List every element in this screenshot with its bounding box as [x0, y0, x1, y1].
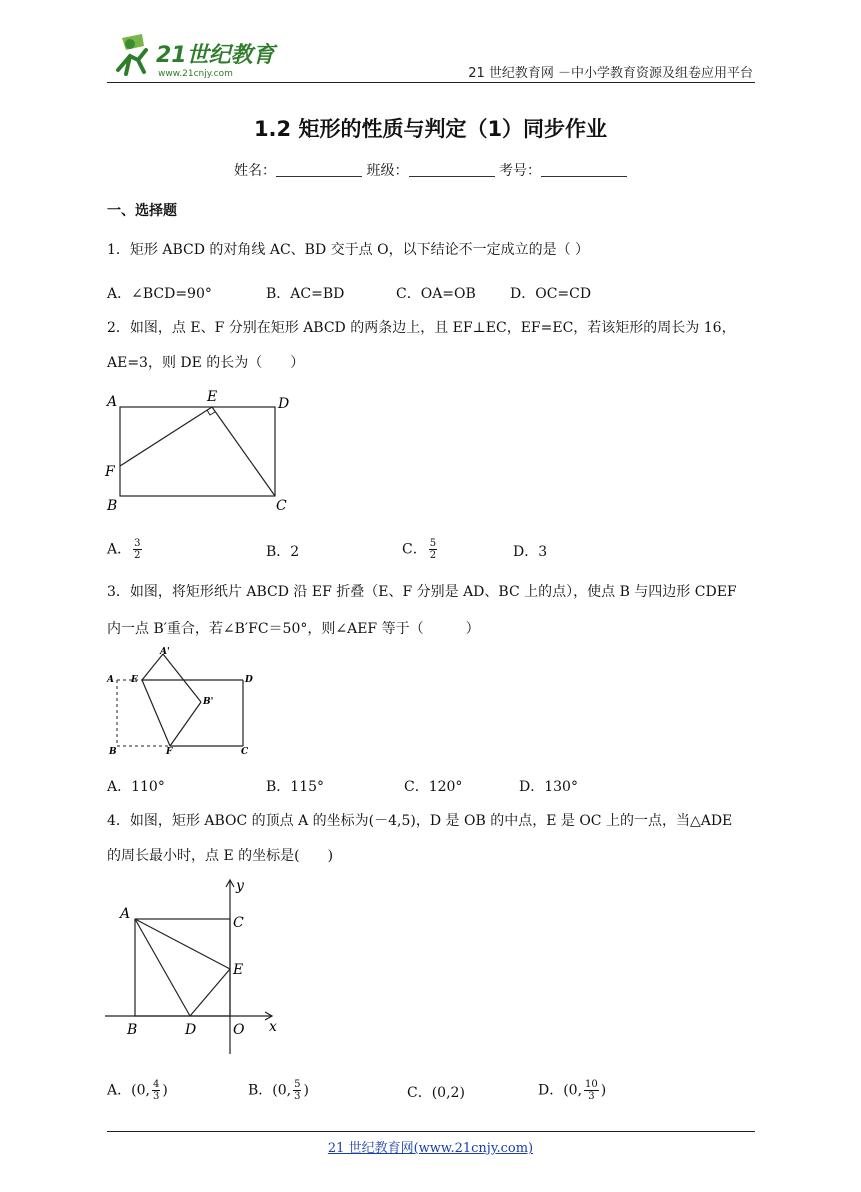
q2-option-b: B．2: [266, 544, 300, 560]
footer-divider: [107, 1131, 755, 1132]
q2-label-d: D: [278, 396, 290, 412]
q2-label-f: F: [105, 464, 115, 480]
question-2-line-1: 2．如图，点 E、F 分别在矩形 ABCD 的两条边上，且 EF⊥EC，EF=EC，若该矩形的周长为 16，: [107, 320, 736, 336]
student-info-line: [0, 160, 861, 180]
q4-option-a: A．(0, $\frac{4}{3}$ ): [107, 1079, 168, 1102]
q2-option-a: A． $\frac{3}{2}$: [107, 538, 141, 561]
q3-option-a: A．110°: [107, 779, 165, 795]
q3-label-f: F: [166, 747, 173, 756]
question-2-line-2: AE=3，则 DE 的长为（ ）: [107, 355, 305, 371]
q4-label-o: O: [233, 1022, 245, 1038]
q2-label-a: A: [107, 394, 118, 410]
q2-option-c: C． $\frac{5}{2}$: [402, 538, 437, 561]
question-4-line-1: 4．如图，矩形 ABOC 的顶点 A 的坐标为(－4,5)，D 是 OB 的中点，E 是 OC 上的一点，当△ADE: [107, 813, 733, 829]
q3-label-d: D: [245, 675, 253, 685]
logo-url: www.21cnjy.com: [158, 69, 233, 79]
q4-label-b: B: [127, 1022, 138, 1038]
q4-label-e: E: [233, 962, 244, 978]
q3-option-c: C．120°: [404, 779, 463, 795]
question-3-line-2: 内一点 B′重合，若∠B′FC＝50°，则∠AEF 等于（ ）: [107, 621, 480, 637]
header-divider: [107, 82, 755, 83]
q3-figure: [105, 644, 265, 756]
q4-label-y: y: [236, 878, 244, 894]
q1-option-d: D．OC=CD: [510, 286, 592, 302]
q4-option-d: D．(0, $\frac{10}{3}$ ): [538, 1079, 607, 1102]
exam-label: 考号：: [498, 163, 541, 179]
q3-label-c: C: [241, 747, 249, 756]
exam-blank: [541, 162, 627, 177]
q3-label-a: A: [107, 675, 114, 685]
q2-label-e: E: [207, 389, 218, 405]
q4-option-b: B．(0, $\frac{5}{3}$ ): [248, 1079, 309, 1102]
name-label: 姓名：: [234, 163, 277, 179]
page-title: 1.2 矩形的性质与判定（1）同步作业: [253, 117, 608, 141]
q4-option-c: C．(0,2): [407, 1085, 465, 1101]
question-3-line-1: 3．如图，将矩形纸片 ABCD 沿 EF 折叠（E、F 分别是 AD、BC 上的点），使点 B 与四边形 CDEF: [107, 584, 737, 600]
q1-option-a: A．∠BCD=90°: [107, 286, 212, 302]
name-blank: [276, 162, 362, 177]
q4-label-c: C: [233, 915, 244, 931]
site-logo: [100, 30, 290, 84]
q2-label-b: B: [107, 498, 118, 514]
q3-option-d: D．130°: [519, 779, 578, 795]
class-label: 班级：: [366, 163, 409, 179]
q3-label-a-prime: A': [160, 647, 170, 657]
q4-label-a: A: [120, 906, 131, 922]
q2-option-d: D．3: [513, 544, 548, 560]
question-1-text: 1．矩形 ABCD 的对角线 AC、BD 交于点 O，以下结论不一定成立的是（ ）: [107, 242, 590, 258]
question-4-line-2: 的周长最小时，点 E 的坐标是( ): [107, 848, 334, 864]
q3-label-e: E: [131, 675, 138, 685]
q2-figure: [100, 388, 300, 516]
q4-label-d: D: [185, 1022, 197, 1038]
q3-option-b: B．115°: [266, 779, 325, 795]
q2-label-c: C: [276, 498, 287, 514]
q4-figure: [100, 876, 285, 1058]
logo-text: 21世纪教育: [156, 43, 275, 68]
q1-option-b: B．AC=BD: [266, 286, 345, 302]
class-blank: [409, 162, 495, 177]
q3-label-b-prime: B': [203, 697, 214, 707]
q1-option-c: C．OA=OB: [396, 286, 476, 302]
header-site-text: 21 世纪教育网 －中小学教育资源及组卷应用平台: [468, 66, 753, 81]
q3-label-b: B: [109, 747, 117, 756]
q4-label-x: x: [269, 1019, 277, 1035]
footer-link[interactable]: 21 世纪教育网(www.21cnjy.com): [327, 1141, 534, 1156]
section-heading: 一、选择题: [107, 203, 177, 219]
